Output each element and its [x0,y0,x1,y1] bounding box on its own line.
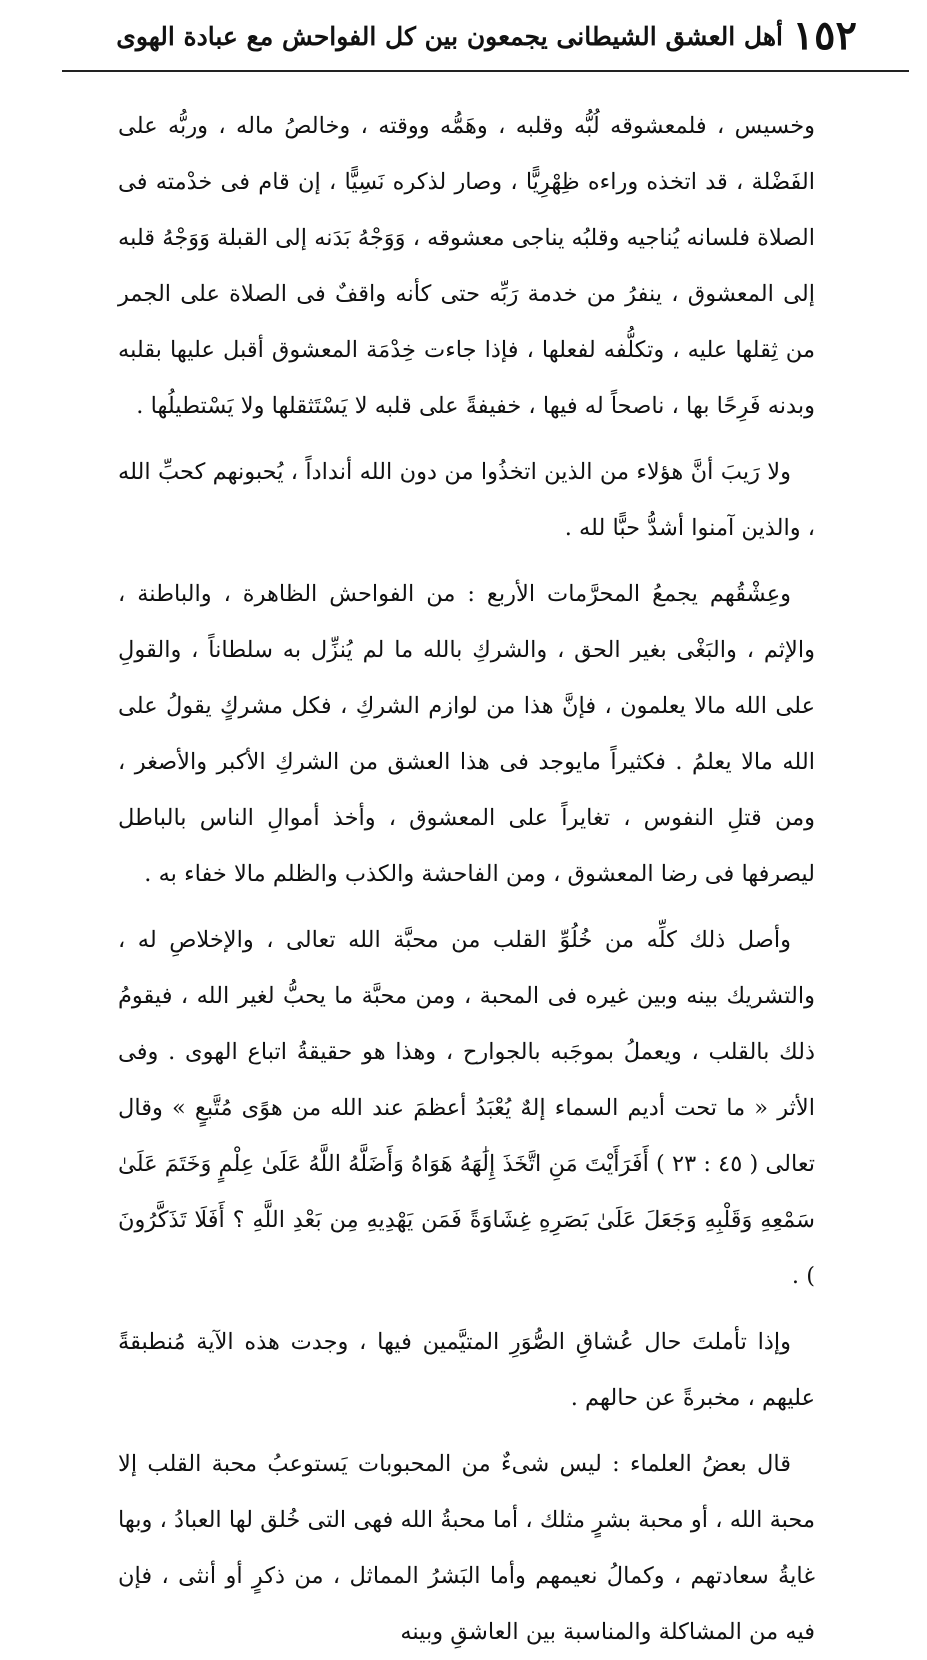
running-title: أهل العشق الشيطانى يجمعون بين كل الفواحش مع عبادة الهوى [116,22,783,51]
paragraph-1: وخسيس ، فلمعشوقه لُبُّه وقلبه ، وهَمُّه ووقته ، وخالصُ ماله ، وربُّه على الفَضْلة ، قد اتخذه وراءه ظِهْرِيًّا ، وصار لذكره نَسِيًّا ، إن قام فى خدْمته فى الصلاة فلسانه يُناجيه وقلبُه يناجى معشوقه ، وَوَجْهُ بَدَنه إلى القبلة وَوَجْهُ قلبه إلى المعشوق ، ينفرُ من خدمة رَبِّه حتى كأنه واقفٌ فى الصلاة على الجمر من ثِقلها عليه ، وتكلُّفه لفعلها ، فإذا جاءت خِدْمَة المعشوق أقبل عليها بقلبه وبدنه فَرِحًا بها ، ناصحاً له فيها ، خفيفةً على قلبه لا يَسْتَثقلها ولا يَسْتطيلُها . [118,113,815,419]
paragraph-5: وإذا تأملتَ حال عُشاقِ الصُّوَرِ المتيَّمين فيها ، وجدت هذه الآية مُنطبقةً عليهم ، مخبرةً عن حالهم . [118,1329,815,1411]
page-number: ١٥٢ [792,12,857,59]
paragraph-4: وأصل ذلك كلِّه من خُلُوِّ القلب من محبَّة الله تعالى ، والإخلاصِ له ، والتشريك بينه وبين غيره فى المحبة ، ومن محبَّة ما يحبُّ لغير الله ، فيقومُ ذلك بالقلب ، ويعملُ بموجَبه بالجوارح ، وهذا هو حقيقةُ اتباع الهوى . وفى الأثر « ما تحت أديم السماء إلهٌ يُعْبَدُ أعظمَ عند الله من هوًى مُتَّبعٍ » وقال تعالى ( ٤٥ : ٢٣ ) أَفَرَأَيْتَ مَنِ اتَّخَذَ إِلَٰهَهُ هَوَاهُ وَأَضَلَّهُ اللَّهُ عَلَىٰ عِلْمٍ وَخَتَمَ عَلَىٰ سَمْعِهِ وَقَلْبِهِ وَجَعَلَ عَلَىٰ بَصَرِهِ غِشَاوَةً فَمَن يَهْدِيهِ مِن بَعْدِ اللَّهِ ؟ أَفَلَا تَذَكَّرُونَ ) . [118,927,815,1289]
paragraph-3: وعِشْقُهم يجمعُ المحرَّمات الأربع : من الفواحش الظاهرة ، والباطنة ، والإثم ، والبَغْى بغير الحق ، والشركِ بالله ما لم يُنزِّل به سلطاناً ، والقولِ على الله مالا يعلمون ، فإنَّ هذا من لوازم الشركِ ، فكل مشركٍ يقولُ على الله مالا يعلمُ . فكثيراً مايوجد فى هذا العشق من الشركِ الأكبر والأصغر ، ومن قتلِ النفوس ، تغايراً على المعشوق ، وأخذ أموالِ الناس بالباطل ليصرفها فى رضا المعشوق ، ومن الفاحشة والكذب والظلم مالا خفاء به . [118,581,815,887]
header-divider [62,70,909,72]
paragraph-2: ولا رَيبَ أنَّ هؤلاء من الذين اتخذُوا من دون الله أنداداً ، يُحبونهم كحبِّ الله ، والذين آمنوا أشدُّ حبًّا لله . [118,459,815,541]
paragraph-6: قال بعضُ العلماء : ليس شىءٌ من المحبوبات يَستوعبُ محبة القلب إلا محبة الله ، أو محبة بشرٍ مثلك ، أما محبةُ الله فهى التى خُلق لها العبادُ ، وبها غايةُ سعادتهم ، وكمالُ نعيمهم وأما البَشرُ المماثل ، من ذكرٍ أو أنثى ، فإن فيه من المشاكلة والمناسبة بين العاشقِ وبينه [118,1451,815,1645]
body-text [118,98,815,1660]
page-header [116,0,857,72]
